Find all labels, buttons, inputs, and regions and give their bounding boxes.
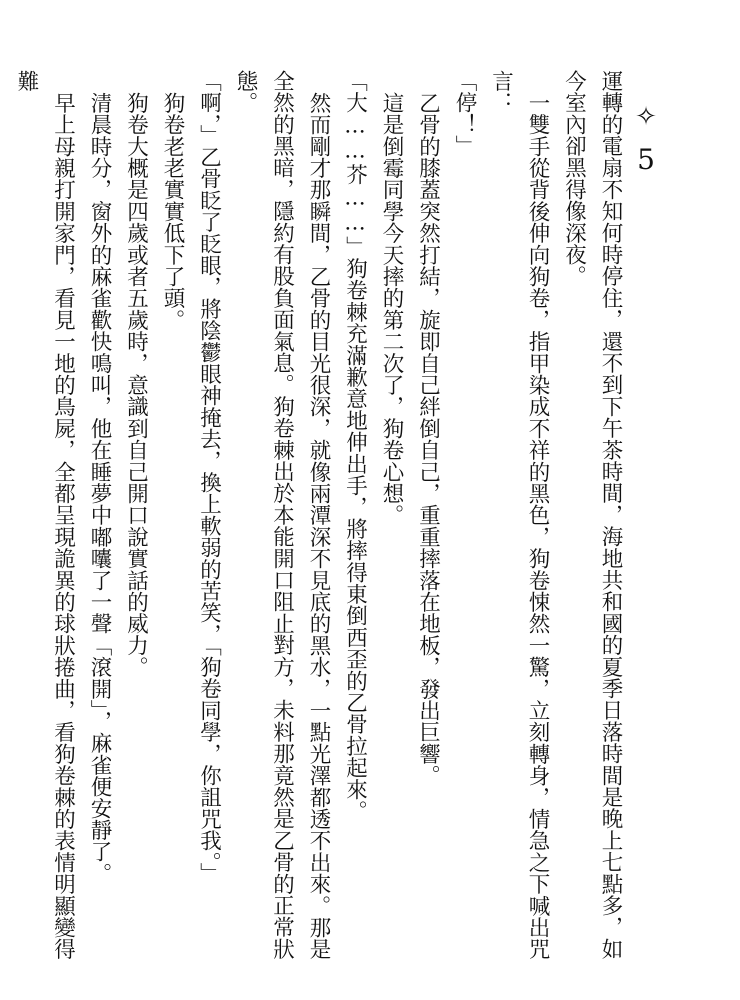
paragraph: 這是倒霉同學今天摔的第二次了，狗卷心想。 <box>379 91 404 526</box>
paragraph: 狗卷老老實實低下了頭。 <box>160 91 185 331</box>
chapter-number: 5 <box>637 143 655 176</box>
paragraph: 然而剛才那瞬間，乙骨的目光很深，就像兩潭深不見底的黑水，一點光澤都透不出來。那是全然的黑暗，隱約有股負面氣息。狗卷棘出於本能開口阻止對方，未料那竟然是乙骨的正常狀態。 <box>233 70 331 960</box>
paragraph: 早上母親打開家門，看見一地的鳥屍，全都呈現詭異的球狀捲曲，看狗卷棘的表情明顯變得難 <box>14 70 76 960</box>
body-text <box>8 70 629 970</box>
paragraph: 乙骨的膝蓋突然打結，旋即自己絆倒自己，重重摔落在地板，發出巨響。 <box>415 91 441 786</box>
chapter-star-icon: ✧ <box>635 102 657 132</box>
paragraph: 「停！」 <box>452 70 477 157</box>
paragraph: 「大……芥……」狗卷棘充滿歉意地伸出手，將摔得東倒西歪的乙骨拉起來。 <box>342 70 368 822</box>
paragraph: 狗卷大概是四歲或者五歲時，意識到自己開口說實話的威力。 <box>123 91 149 678</box>
chapter-header <box>626 100 666 176</box>
paragraph: 運轉的電扇不知何時停住，還不到下午茶時間，海地共和國的夏季日落時間是晚上七點多，如今室內卻黑得像深夜。 <box>561 70 623 960</box>
paragraph: 「啊，」乙骨眨了眨眼，將陰鬱眼神掩去，換上軟弱的苦笑，「狗卷同學，你詛咒我。」 <box>196 70 222 885</box>
paragraph: 清晨時分，窗外的麻雀歡快鳴叫，他在睡夢中嘟囔了一聲「滾開」，麻雀便安靜了。 <box>87 91 112 884</box>
paragraph: 一雙手從背後伸向狗卷，指甲染成不祥的黑色，狗卷悚然一驚，立刻轉身，情急之下喊出咒言： <box>488 70 550 960</box>
